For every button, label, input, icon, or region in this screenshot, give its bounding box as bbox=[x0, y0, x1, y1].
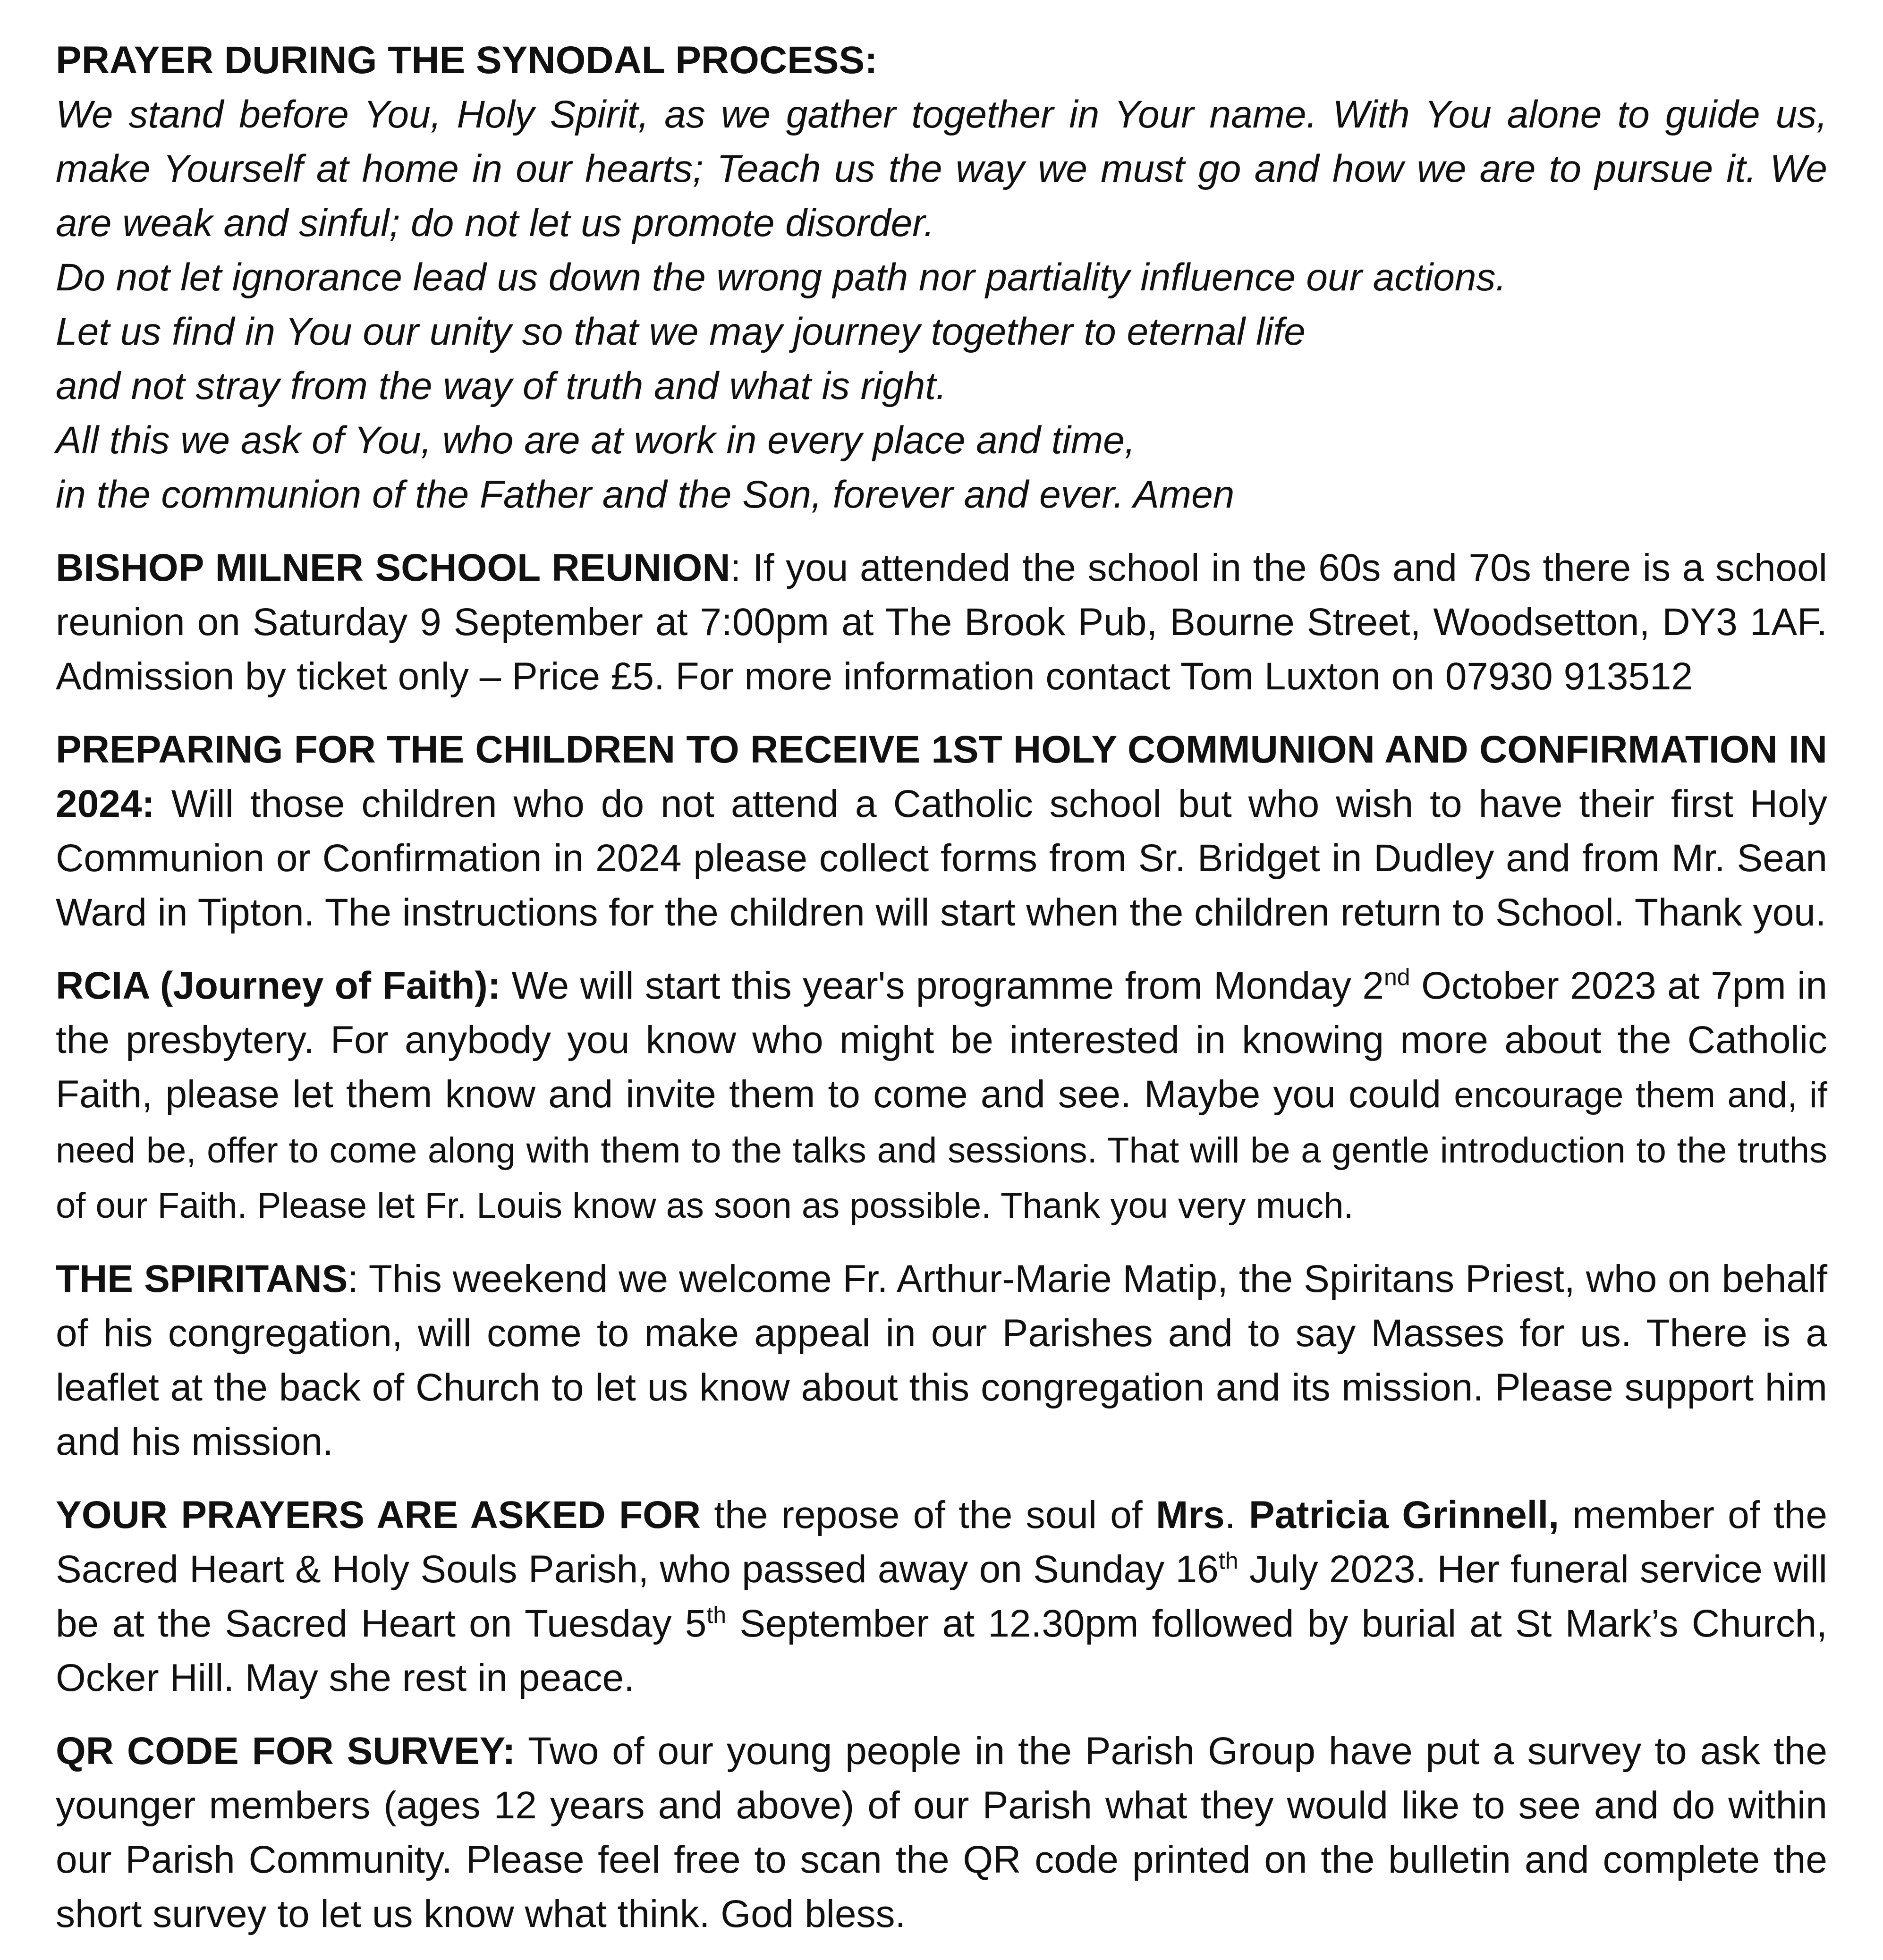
spiritans-heading: THE SPIRITANS bbox=[56, 1257, 348, 1300]
funeral-date-suffix: th bbox=[706, 1602, 727, 1629]
synodal-prayer-line-4: All this we ask of You, who are at work in every place and time, bbox=[56, 419, 1136, 462]
spiritans-paragraph bbox=[56, 1252, 1827, 1469]
first-communion-paragraph bbox=[56, 722, 1827, 940]
first-communion-section bbox=[56, 722, 1827, 940]
first-communion-heading: PREPARING FOR THE CHILDREN TO RECEIVE 1ST HOLY COMMUNION AND CONFIRMATION IN 2024: bbox=[56, 728, 1827, 825]
deceased-title: Mrs bbox=[1155, 1493, 1225, 1536]
deceased-title-dot: . bbox=[1224, 1493, 1249, 1536]
school-reunion-paragraph bbox=[56, 541, 1827, 704]
synodal-prayer-title: PRAYER DURING THE SYNODAL PROCESS: bbox=[56, 39, 878, 82]
rcia-heading: RCIA (Journey of Faith): bbox=[56, 964, 501, 1007]
rcia-paragraph bbox=[56, 959, 1827, 1233]
rcia-date-suffix: nd bbox=[1383, 964, 1410, 991]
synodal-prayer-line-3: and not stray from the way of truth and what is right. bbox=[56, 365, 947, 407]
prayers-asked-paragraph bbox=[56, 1488, 1827, 1705]
prayers-asked-text-middle: member of the Sacred Heart & Holy Souls Parish, who passed away on Sunday 16 bbox=[56, 1493, 1827, 1591]
school-reunion-heading: BISHOP MILNER SCHOOL REUNION bbox=[56, 546, 730, 589]
synodal-prayer-line-1: Do not let ignorance lead us down the wrong path nor partiality influence our actions. bbox=[56, 256, 1507, 299]
deceased-name: Patricia Grinnell, bbox=[1248, 1493, 1560, 1536]
prayers-asked-text-start: the repose of the soul of bbox=[701, 1493, 1156, 1536]
qr-survey-heading: QR CODE FOR SURVEY: bbox=[56, 1730, 516, 1773]
synodal-prayer-section bbox=[56, 33, 1827, 522]
spiritans-text: : This weekend we welcome Fr. Arthur-Marie Matip, the Spiritans Priest, who on behalf of his congregation, will come to make appeal in our Parishes and to say Masses for us. There is a leaflet at the back of Church to let us know about this congregation and its mission. Please support him and his mission. bbox=[56, 1257, 1827, 1463]
prayers-asked-section bbox=[56, 1488, 1827, 1705]
rcia-text-end: encourage them and, if need be, offer to come along with them to the talks and sessions. That will be a gentle introduction to the truths of our Faith. Please let Fr. Louis know as soon as possible. Thank you very much. bbox=[56, 1075, 1828, 1226]
spiritans-section bbox=[56, 1252, 1827, 1469]
bulletin-page bbox=[56, 33, 1827, 1960]
synodal-prayer-line-2: Let us find in You our unity so that we may journey together to eternal life bbox=[56, 310, 1306, 353]
qr-survey-section bbox=[56, 1724, 1827, 1941]
prayers-asked-text-end: September at 12.30pm followed by burial at St Mark’s Church, Ocker Hill. May she rest in peace. bbox=[56, 1602, 1828, 1699]
school-reunion-section bbox=[56, 541, 1827, 704]
first-communion-text: Will those children who do not attend a Catholic school but who wish to have their first Holy Communion or Confirmation in 2024 please collect forms from Sr. Bridget in Dudley and from Mr. Sean Ward in Tipton. The instructions for the children will start when the children return to School. Thank you. bbox=[56, 782, 1827, 934]
qr-survey-text: Two of our young people in the Parish Group have put a survey to ask the younger members (ages 12 years and above) of our Parish what they would like to see and do within our Parish Community. Please feel free to scan the QR code printed on the bulletin and complete the short survey to let us know what think. God bless. bbox=[56, 1730, 1828, 1935]
rcia-text-start: We will start this year's programme from Monday 2 bbox=[500, 964, 1384, 1007]
qr-survey-paragraph bbox=[56, 1724, 1827, 1941]
prayers-asked-text-funeral: July 2023. Her funeral service will be at the Sacred Heart on Tuesday 5 bbox=[56, 1548, 1827, 1645]
death-date-suffix: th bbox=[1218, 1547, 1238, 1574]
rcia-text-middle: October 2023 at 7pm in the presbytery. For anybody you know who might be interested in knowing more about the Catholic Faith, please let them know and invite them to come and see. Maybe you could bbox=[56, 964, 1827, 1116]
synodal-prayer-line-5: in the communion of the Father and the Son, forever and ever. Amen bbox=[56, 473, 1235, 516]
prayers-asked-heading: YOUR PRAYERS ARE ASKED FOR bbox=[56, 1493, 701, 1536]
school-reunion-text: : If you attended the school in the 60s and 70s there is a school reunion on Saturday 9 September at 7:00pm at The Brook Pub, Bourne Street, Woodsetton, DY3 1AF. Admission by ticket only – Price £5. For more information contact Tom Luxton on 07930 913512 bbox=[56, 546, 1827, 698]
synodal-prayer-body: We stand before You, Holy Spirit, as we gather together in Your name. With You alone to guide us, make Yourself at home in our hearts; Teach us the way we must go and how we are to pursue it. We are weak and sinful; do not let us promote disorder. bbox=[56, 93, 1827, 245]
rcia-section bbox=[56, 959, 1827, 1233]
